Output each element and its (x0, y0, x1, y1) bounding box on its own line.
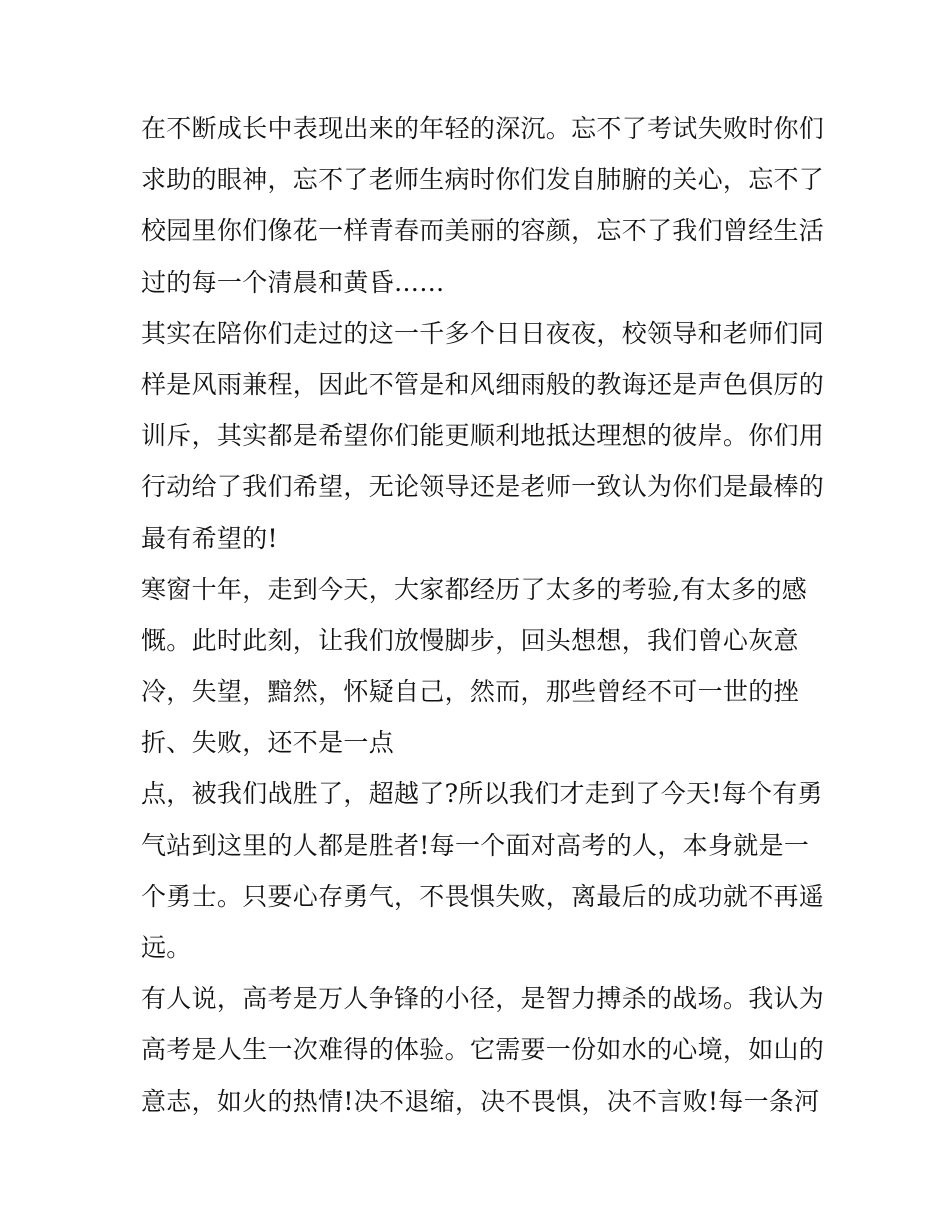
body-text (141, 103, 825, 1127)
text-line: 远。 (141, 933, 192, 962)
text-line: 高考是人生一次难得的体验。它需要一份如水的心境，如山的 (141, 1035, 825, 1065)
text-line: 气站到这里的人都是胜者!每一个面对高考的人，本身就是一 (141, 830, 810, 860)
text-line: 点，被我们战胜了，超越了?所以我们才走到了今天!每个有勇 (141, 779, 823, 809)
text-line: 意志，如火的热情!决不退缩，决不畏惧，决不言败!每一条河 (141, 1086, 820, 1116)
text-line: 个勇士。只要心存勇气，不畏惧失败，离最后的成功就不再遥 (141, 881, 825, 911)
text-line: 行动给了我们希望，无论领导还是老师一致认为你们是最棒的 (141, 472, 825, 502)
text-line: 在不断成长中表现出来的年轻的深沉。忘不了考试失败时你们 (141, 114, 825, 143)
text-line: 最有希望的! (141, 523, 278, 553)
text-line: 慨。此时此刻，让我们放慢脚步，回头想想，我们曾心灰意 (141, 625, 799, 655)
text-line: 有人说，高考是万人争锋的小径，是智力搏杀的战场。我认为 (141, 984, 825, 1014)
text-line: 校园里你们像花一样青春而美丽的容颜，忘不了我们曾经生活 (141, 216, 825, 246)
text-line: 其实在陪你们走过的这一千多个日日夜夜，校领导和老师们同 (141, 318, 825, 348)
text-line: 过的每一个清晨和黄昏…… (141, 267, 445, 297)
text-line: 寒窗十年，走到今天，大家都经历了太多的考验,有太多的感 (141, 574, 808, 604)
text-line: 折、失败，还不是一点 (141, 728, 395, 758)
text-line: 求助的眼神，忘不了老师生病时你们发自肺腑的关心，忘不了 (141, 165, 825, 195)
text-line: 冷，失望，黯然，怀疑自己，然而，那些曾经不可一世的挫 (141, 677, 799, 707)
text-line: 训斥，其实都是希望你们能更顺利地抵达理想的彼岸。你们用 (141, 421, 825, 451)
text-line: 样是风雨兼程，因此不管是和风细雨般的教诲还是声色俱厉的 (141, 369, 825, 399)
